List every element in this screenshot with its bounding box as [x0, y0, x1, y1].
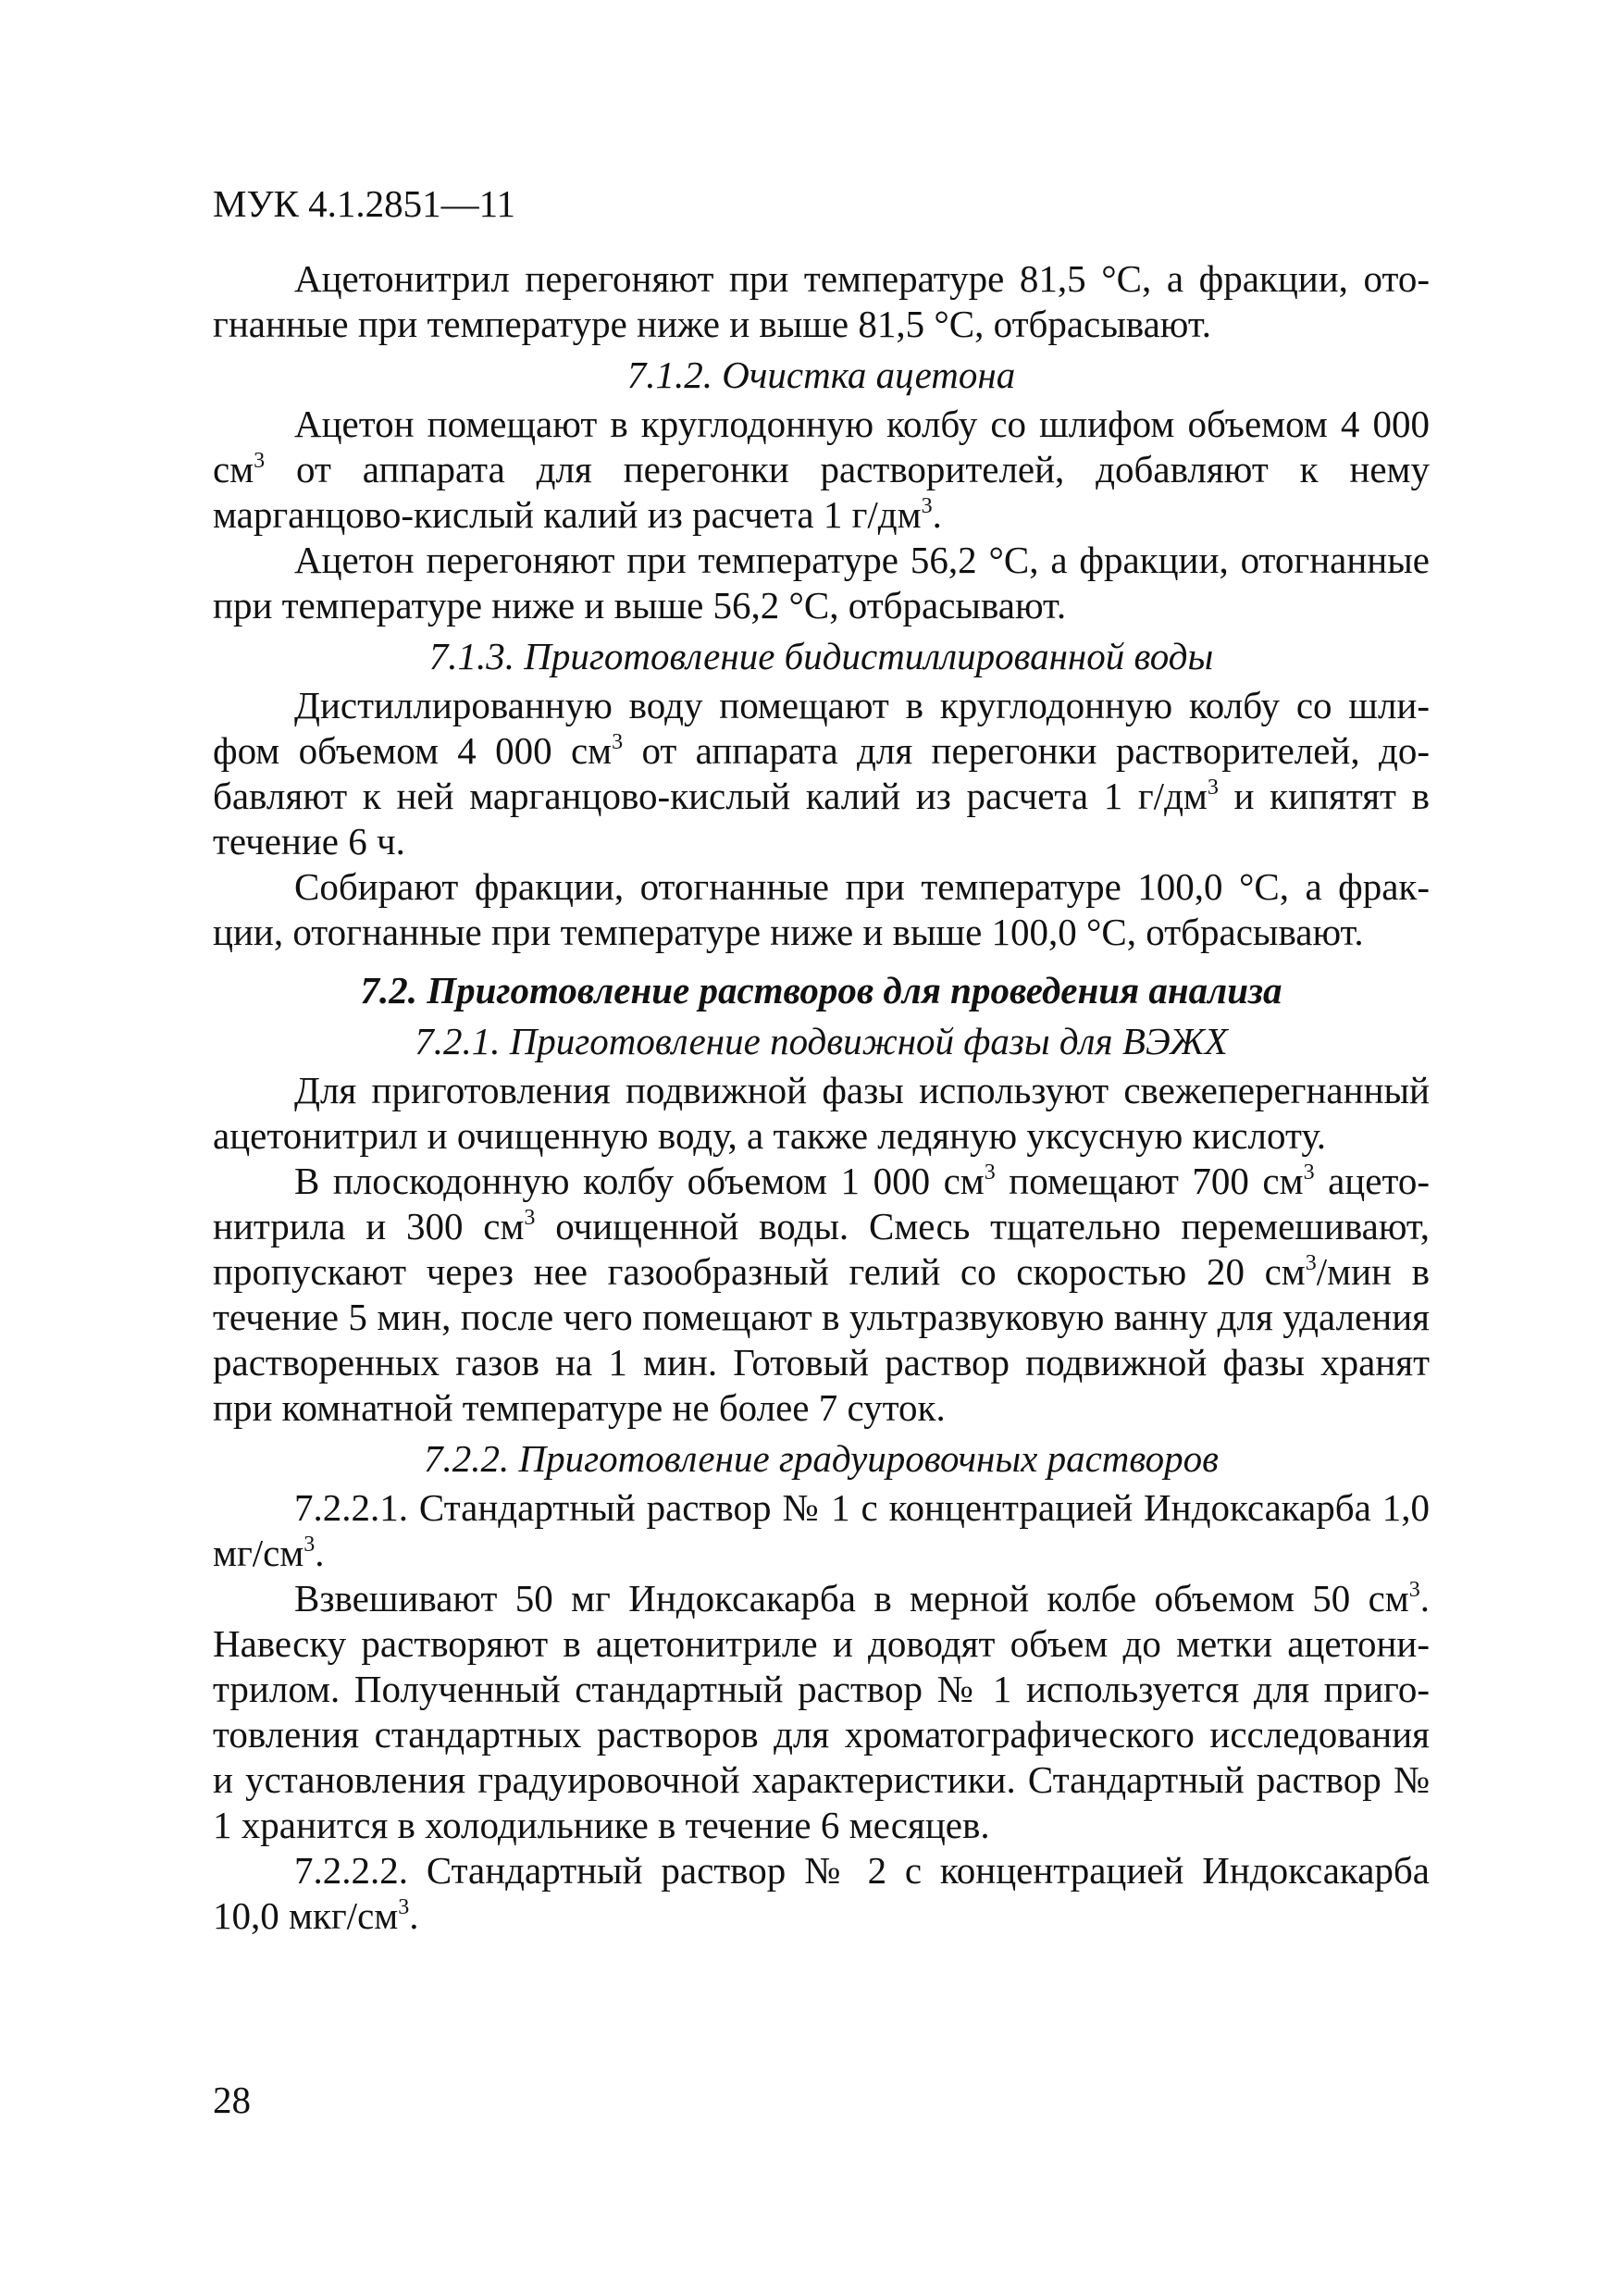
document-page	[213, 180, 1430, 1939]
paragraph-mobile-phase-preparation: В плоскодонную колбу объемом 1 000 $см^3$ помещают 700 $см^3$ ацетонитрила и 300 $см^3$ очищенной воды. Смесь тщательно перемешивают, пропускают через нее газообразный гелий со скоростью 20 $см^3$/мин в течение 5 мин, после чего помещают в ультразвуковую ванну для удаления растворенных газов на 1 мин. Готовый раствор подвижной фазы хранят при комнатной температуре не более 7 суток.	[213, 1160, 1431, 1429]
section-7-2-title: 7.2. Приготовление растворов для проведения анализа	[360, 969, 1282, 1011]
paragraph-acetone-purification: Ацетон помещают в круглодонную колбу со шлифом объемом 4 000 $см^3$ от аппарата для перегонки растворителей, добавляют к нему марганцово-кислый калий из расчета 1 $г/дм^3$.	[213, 403, 1430, 536]
paragraph-bidistilled-water: Дистиллированную воду помещают в круглодонную колбу со шлифом объемом 4 000 $см^3$ от аппарата для перегонки растворителей, добавляют к ней марганцово-кислый калий из расчета 1 $г/дм^3$ и кипятят в течение 6 ч.	[213, 684, 1430, 863]
paragraph-acetonitrile-distillation: Ацетонитрил перегоняют при температуре 81,5 °С, а фракции, отогнанные при температуре ниже и выше 81,5 °С, отбрасывают.	[213, 257, 1430, 345]
paragraph-standard-solution-2: 7.2.2.2. Стандартный раствор № 2 с концентрацией Индоксакарба 10,0 мкг/$см^3$.	[213, 1849, 1430, 1937]
subsection-7-2-2-title: 7.2.2. Приготовление градуировочных растворов	[424, 1437, 1219, 1480]
subsection-7-1-2-title: 7.1.2. Очистка ацетона	[626, 354, 1016, 396]
paragraph-standard-solution-1: 7.2.2.1. Стандартный раствор № 1 с концентрацией Индоксакарба 1,0 $мг/см^3$.	[213, 1486, 1430, 1574]
subsection-7-2-1-title: 7.2.1. Приготовление подвижной фазы для ВЭЖХ	[415, 1020, 1228, 1062]
subsection-7-1-3-title: 7.1.3. Приготовление бидистиллированной воды	[428, 635, 1214, 677]
paragraph-standard-solution-1-preparation: Взвешивают 50 мг Индоксакарба в мерной колбе объемом 50 $см^3$. Навеску растворяют в ацетонитриле и доводят объем до метки ацетонитрилом. Полученный стандартный раствор № 1 используется для приготовления стандартных растворов для хроматографического исследования и установления градуировочной характеристики. Стандартный раствор № 1 хранится в холодильнике в течение 6 месяцев.	[213, 1577, 1430, 1846]
paragraph-water-fractions: Собирают фракции, отогнанные при температуре 100,0 °С, а фракции, отогнанные при температуре ниже и выше 100,0 °С, отбрасывают.	[213, 865, 1430, 953]
document-header: МУК 4.1.2851—11	[213, 182, 516, 225]
page-number: 28	[213, 2079, 251, 2121]
paragraph-mobile-phase-reagents: Для приготовления подвижной фазы используют свежеперегнанный ацетонитрил и очищенную воду, а также ледяную уксусную кислоту.	[213, 1069, 1430, 1157]
paragraph-acetone-distillation: Ацетон перегоняют при температуре 56,2 °С, а фракции, отогнанные при температуре ниже и выше 56,2 °С, отбрасывают.	[213, 539, 1430, 627]
